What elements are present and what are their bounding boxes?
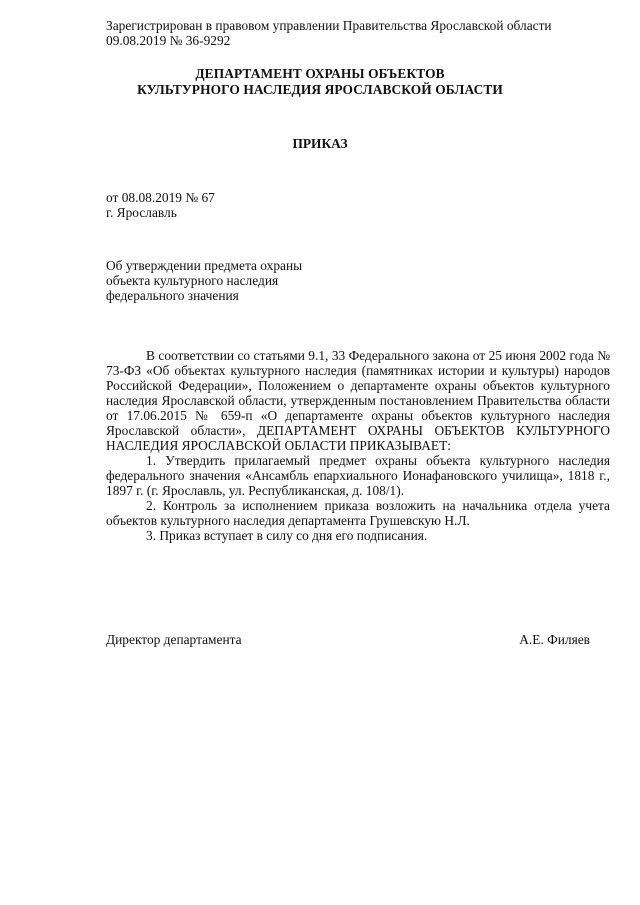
subject-line-3: федерального значения (106, 288, 239, 303)
body-item-1: 1. Утвердить прилагаемый предмет охраны объекта культурного наследия федерального значения «Ансамбль епархиального Ионафановского училища», 1818 г., 1897 г. (г. Ярославль, ул. Республиканская, д. 108/1). (106, 453, 610, 498)
registration-line-1: Зарегистрирован в правовом управлении Правительства Ярославской области (106, 18, 552, 33)
order-body (106, 348, 610, 543)
signature-block (106, 632, 590, 647)
department-header (0, 66, 640, 97)
department-line-2: КУЛЬТУРНОГО НАСЛЕДИЯ ЯРОСЛАВСКОЙ ОБЛАСТИ (137, 81, 503, 97)
order-subject (106, 258, 466, 303)
body-item-3: 3. Приказ вступает в силу со дня его подписания. (146, 528, 428, 543)
department-line-1: ДЕПАРТАМЕНТ ОХРАНЫ ОБЪЕКТОВ (195, 66, 445, 81)
registration-stamp (106, 18, 626, 48)
signature-name: А.Е. Филяев (519, 632, 590, 647)
subject-line-1: Об утверждении предмета охраны (106, 258, 303, 273)
registration-line-2: 09.08.2019 № 36-9292 (106, 33, 231, 48)
body-preamble: В соответствии со статьями 9.1, 33 Федерального закона от 25 июня 2002 года № 73-ФЗ «Об объектах культурного наследия (памятниках истории и культуры) народов Российской Федерации», Положением о департаменте охраны объектов культурного наследия Ярославской области, утвержденным постановлением Правительства области от 17.06.2015 № 659-п «О департаменте охраны объектов культурного наследия Ярославской области», ДЕПАРТАМЕНТ ОХРАНЫ ОБЪЕКТОВ КУЛЬТУРНОГО НАСЛЕДИЯ ЯРОСЛАВСКОЙ ОБЛАСТИ ПРИКАЗЫВАЕТ: (106, 348, 610, 453)
body-item-2: 2. Контроль за исполнением приказа возложить на начальника отдела учета объектов культурного наследия департамента Грушевскую Н.Л. (106, 498, 610, 528)
order-meta (106, 190, 506, 220)
order-date-number: от 08.08.2019 № 67 (106, 190, 215, 205)
order-city: г. Ярославль (106, 205, 177, 220)
subject-line-2: объекта культурного наследия (106, 273, 279, 288)
order-title: ПРИКАЗ (292, 136, 348, 151)
signature-position: Директор департамента (106, 632, 242, 647)
